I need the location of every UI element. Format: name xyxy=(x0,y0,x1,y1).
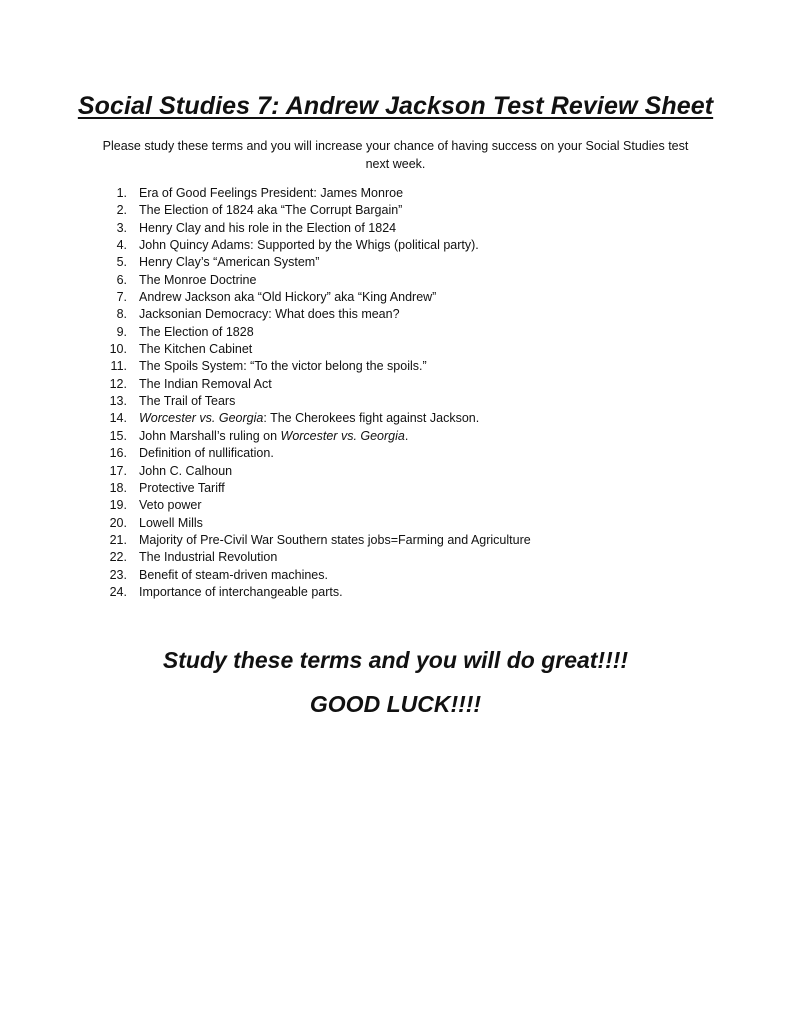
list-item xyxy=(0,549,791,566)
term-segment: John Marshall’s ruling on xyxy=(139,428,281,443)
list-item-text xyxy=(139,237,479,254)
list-item xyxy=(0,202,791,219)
term-segment: Majority of Pre-Civil War Southern states jobs=Farming and Agriculture xyxy=(139,532,531,547)
list-item xyxy=(0,515,791,532)
list-item-number: 13. xyxy=(109,394,127,409)
list-item-number: 8. xyxy=(116,307,127,322)
list-item xyxy=(0,341,791,358)
list-item-text xyxy=(139,532,531,549)
list-item-number: 23. xyxy=(109,567,127,582)
term-segment: The Election of 1824 aka “The Corrupt Bargain” xyxy=(139,203,403,218)
list-item-text xyxy=(139,324,254,341)
list-item-number: 4. xyxy=(116,238,127,253)
list-item xyxy=(0,428,791,445)
term-segment: The Spoils System: “To the victor belong the spoils.” xyxy=(139,359,427,374)
intro-paragraph: Please study these terms and you will increase your chance of having success on your Social Studies test next week. xyxy=(102,139,689,171)
list-item-text xyxy=(139,341,252,358)
list-item xyxy=(0,584,791,601)
list-item xyxy=(0,289,791,306)
term-segment: The Kitchen Cabinet xyxy=(139,342,253,357)
term-segment: Jacksonian Democracy: What does this mean? xyxy=(139,307,400,322)
list-item xyxy=(0,376,791,393)
list-item-number: 3. xyxy=(116,220,127,235)
list-item-text xyxy=(139,445,274,462)
list-item-text xyxy=(139,254,319,271)
list-item-number: 2. xyxy=(116,203,127,218)
list-item-text xyxy=(139,515,203,532)
term-segment: The Monroe Doctrine xyxy=(139,272,257,287)
list-item-text xyxy=(139,393,235,410)
list-item-number: 14. xyxy=(109,411,127,426)
list-item-number: 9. xyxy=(116,324,127,339)
list-item-number: 16. xyxy=(109,446,127,461)
list-item-text xyxy=(139,480,225,497)
list-item xyxy=(0,567,791,584)
list-item xyxy=(0,532,791,549)
list-item-number: 21. xyxy=(109,532,127,547)
list-item-text xyxy=(139,306,400,323)
list-item-number: 10. xyxy=(109,342,127,357)
list-item-text xyxy=(139,185,403,202)
term-segment: Veto power xyxy=(139,498,202,513)
list-item-text xyxy=(139,272,256,289)
list-item-number: 18. xyxy=(109,480,127,495)
case-name-italic: Worcester vs. Georgia xyxy=(280,428,405,443)
list-item xyxy=(0,185,791,202)
list-item-number: 17. xyxy=(109,463,127,478)
list-item-number: 1. xyxy=(116,186,127,200)
term-segment: Importance of interchangeable parts. xyxy=(139,584,343,599)
good-luck-message: GOOD LUCK!!!! xyxy=(309,691,482,717)
term-segment: Era of Good Feelings President: James Monroe xyxy=(139,186,404,200)
list-item-number: 12. xyxy=(109,376,127,391)
list-item-text xyxy=(139,584,343,601)
term-segment: Andrew Jackson aka “Old Hickory” aka “King Andrew” xyxy=(139,290,437,305)
list-item xyxy=(0,254,791,271)
term-segment: The Trail of Tears xyxy=(139,394,236,409)
list-item-text xyxy=(139,463,232,480)
list-item-number: 15. xyxy=(109,428,127,443)
case-name-italic: Worcester vs. Georgia xyxy=(139,411,264,426)
term-segment: John C. Calhoun xyxy=(139,463,233,478)
list-item-text xyxy=(139,567,328,584)
term-segment: The Election of 1828 xyxy=(139,324,254,339)
page-title: Social Studies 7: Andrew Jackson Test Review Sheet xyxy=(77,92,714,120)
list-item xyxy=(0,463,791,480)
term-segment: John Quincy Adams: Supported by the Whigs (political party). xyxy=(139,238,479,253)
list-item-text xyxy=(139,202,402,219)
list-item-number: 11. xyxy=(110,359,127,374)
list-item-text xyxy=(139,549,277,566)
closing-message: Study these terms and you will do great!!!! xyxy=(162,647,629,673)
term-segment: . xyxy=(404,428,409,443)
list-item-text xyxy=(139,220,396,237)
list-item-number: 20. xyxy=(109,515,127,530)
list-item-text xyxy=(139,497,202,514)
term-segment: The Indian Removal Act xyxy=(139,376,272,391)
list-item-number: 24. xyxy=(109,584,127,599)
term-segment: The Industrial Revolution xyxy=(139,550,278,565)
list-item xyxy=(0,393,791,410)
term-segment: Lowell Mills xyxy=(139,515,203,530)
term-segment: : The Cherokees fight against Jackson. xyxy=(263,411,480,426)
term-segment: Henry Clay’s “American System” xyxy=(139,255,320,270)
list-item xyxy=(0,237,791,254)
list-item xyxy=(0,272,791,289)
list-item xyxy=(0,410,791,427)
term-list xyxy=(0,185,791,601)
list-item xyxy=(0,220,791,237)
term-segment: Henry Clay and his role in the Election of 1824 xyxy=(139,220,397,235)
list-item-number: 5. xyxy=(116,255,127,270)
term-segment: Protective Tariff xyxy=(139,480,225,495)
list-item-number: 7. xyxy=(116,290,127,305)
list-item-number: 22. xyxy=(109,550,127,565)
list-item-text xyxy=(139,289,436,306)
list-item xyxy=(0,497,791,514)
term-segment: Definition of nullification. xyxy=(139,446,274,461)
list-item xyxy=(0,324,791,341)
list-item-text xyxy=(139,428,408,445)
list-item xyxy=(0,480,791,497)
list-item xyxy=(0,445,791,462)
list-item-text xyxy=(139,410,479,427)
list-item xyxy=(0,358,791,375)
list-item-text xyxy=(139,358,427,375)
list-item-number: 6. xyxy=(116,272,127,287)
list-item-text xyxy=(139,376,272,393)
term-segment: Benefit of steam-driven machines. xyxy=(139,567,328,582)
list-item xyxy=(0,306,791,323)
list-item-number: 19. xyxy=(109,498,127,513)
